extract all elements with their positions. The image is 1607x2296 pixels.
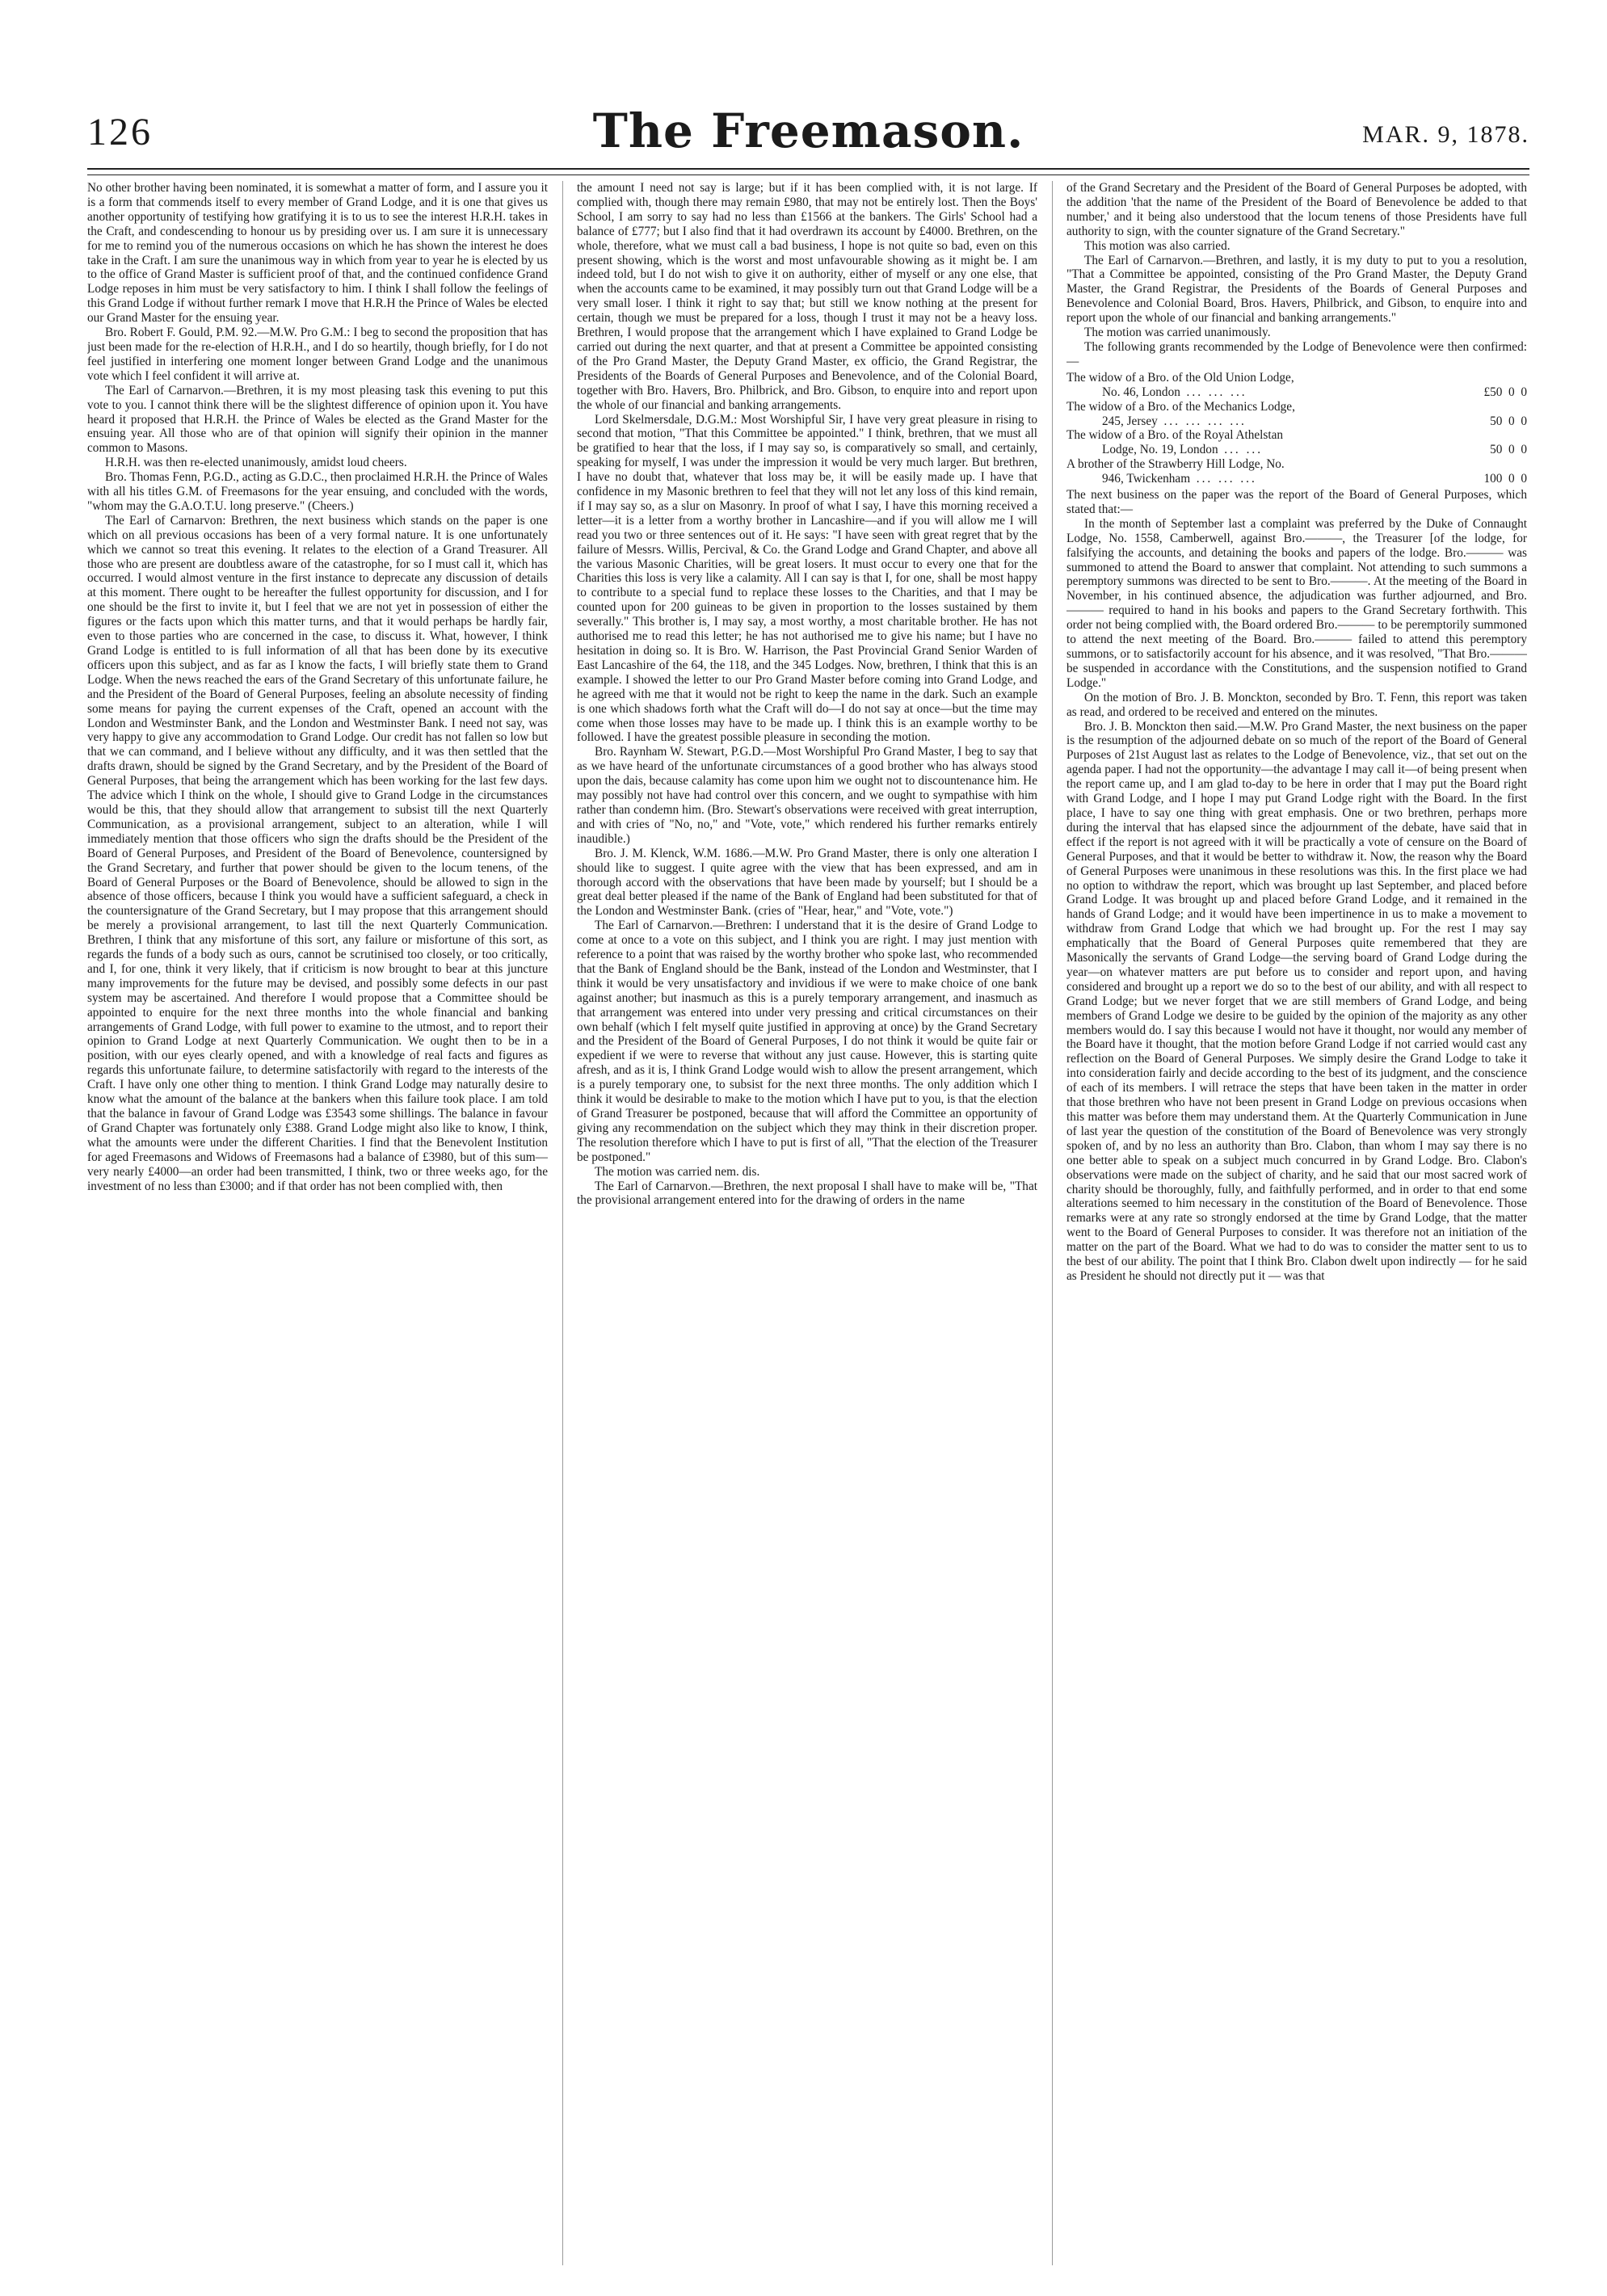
- grant-description: [1066, 400, 1432, 429]
- issue-date: MAR. 9, 1878.: [1362, 121, 1529, 148]
- column-2: [577, 181, 1037, 2265]
- paragraph: Bro. Robert F. Gould, P.M. 92.—M.W. Pro G.M.: I beg to second the proposition that has just been made for the re-election of H.R.H., and I do so heartily, though briefly, for I do not feel justified in interfering one moment longer between Grand Lodge and the unanimous vote which I feel confident it will arrive at.: [87, 326, 548, 383]
- grant-line: [1066, 443, 1432, 457]
- grant-line: A brother of the Strawberry Hill Lodge, No.: [1066, 457, 1285, 472]
- paragraph: On the motion of Bro. J. B. Monckton, seconded by Bro. T. Fenn, this report was taken as read, and ordered to be received and entered on the minutes.: [1066, 690, 1527, 719]
- paragraph: The following grants recommended by the Lodge of Benevolence were then confirmed:—: [1066, 339, 1527, 368]
- grant-amount: 50 0 0: [1490, 414, 1527, 428]
- paragraph: Bro. J. B. Monckton then said.—M.W. Pro Grand Master, the next business on the paper is the resumption of the adjourned debate on so much of the report of the Board of General Purposes of 21st August last as relates to the Lodge of Benevolence, viz., that set out on the agenda paper. I had not the opportunity—the advantage I may call it—of being present when the report came up, and I am glad to-day to be here in order that I may put the Board right with Grand Lodge, and I hope I may put Grand Lodge right with the Board. In the first place, I have to say one thing with great emphasis. One or two brethren, perhaps more during the interval that has elapsed since the adjournment of the debate, have said that in effect if the report is not agreed with it will be practically a vote of censure on the Board of General Purposes, and that it would be better to withdraw it. Now, the reason why the Board of General Purposes were unanimous in these resolutions was this. In the first place we had no option to withdraw the report, which was brought up last September, and placed before Grand Lodge. It was brought up and placed before Grand Lodge, and it remained in the hands of Grand Lodge; and it would have been impertinence in us to make a movement to withdraw from Grand Lodge that which we had brought up. For the rest I may say emphatically that the Board of General Purposes quite remembered that they are Masonically the servants of Grand Lodge—the serving board of Grand Lodge during the year—on whatever matters are put before us to consider and report upon, and having considered and brought up a report we do so to the best of our ability, and with all respect to Grand Lodge; but we never forget that we are still members of Grand Lodge, and being members of Grand Lodge we desire to be guided by the opinion of the majority as any other members would do. I say this because I would not have it thought, nor would any member of the Board have it thought, that the motion before Grand Lodge if not carried would cast any reflection on the Board of General Purposes. We simply desire the Grand Lodge to take it into consideration fairly and decide according to the best of its judgment, and the conscience of each of its members. I will retrace the steps that have been taken in the matter in order that those brethren who have not been present in Grand Lodge on previous occasions when this matter was before them may understand them. At the Quarterly Communication in June of last year the question of the constitution of the Board of Benevolence was very strongly spoken of, and by no less an authority than Bro. Clabon, than whom I may say there is no one better able to speak on a subject much concurred in by Grand Lodge. Bro. Clabon's observations were made on the subject of charity, and he said that our most sacred work of charity should be thoroughly, fully, and faithfully performed, and in order to that end some alterations seemed to him necessary in the constitution of the Board of Benevolence. Those remarks were at any rate so strongly endorsed at the time by Grand Lodge, that the matter went to the Board of General Purposes to consider. It was therefore not an initiation of the matter on the part of the Board. What we had to do was to consider the matter sent to us to the best of our ability. The point that I think Bro. Clabon dwelt upon indirectly — for he said as President he should not directly put it — was that: [1066, 719, 1527, 1283]
- grant-leader-dots: ... ...: [1224, 443, 1264, 457]
- paragraph: H.R.H. was then re-elected unanimously, amidst loud cheers.: [105, 456, 407, 470]
- grant-place: Lodge, No. 19, London: [1102, 443, 1218, 457]
- paragraph: Bro. Thomas Fenn, P.G.D., acting as G.D.C., then proclaimed H.R.H. the Prince of Wales with all his titles G.M. of Freemasons for the year ensuing, and concluded with the words, "whom may the G.A.O.T.U. long preserve." (Cheers.): [87, 470, 548, 513]
- grant-line: [1066, 414, 1432, 429]
- paragraph: In the month of September last a complaint was preferred by the Duke of Connaught Lodge, No. 1558, Camberwell, against Bro.———, the Treasurer [of the lodge, for falsifying the accounts, and detaining the books and papers of the lodge. Bro.——— was summoned to attend the Board to answer that complaint. Not attending to such summons a peremptory summons was directed to be sent to Bro.———. At the meeting of the Board in November, in his continued absence, the adjudication was further adjourned, and Bro.——— required to hand in his books and papers to the Grand Secretary forthwith. This order not being complied with, the Board ordered Bro.——— to be peremptorily summoned to attend the next meeting of the Board. Bro.——— failed to attend this peremptory summons, or to satisfactorily account for his absence, and it was resolved, "That Bro.——— be suspended in accordance with the Constitutions, and the suspension notified to Grand Lodge.": [1066, 516, 1527, 690]
- paragraph: The motion was carried unanimously.: [1084, 326, 1271, 340]
- paragraph: No other brother having been nominated, it is somewhat a matter of form, and I assure you it is a form that commends itself to every member of Grand Lodge, and it is one that gives us another opportunity of testifying how gratifying it is to us to see the interest H.R.H. takes in the Craft, and condescending to honour us by presiding over us. I am sure it is unnecessary for me to remind you of the numerous occasions on which he has shown the interest he does take in the Craft. I am sure the unanimous way in which from year to year he is elected by us to the office of Grand Master is sufficient proof of that, and the continued confidence Grand Lodge reposes in him must be very satisfactory to him. I think I shall follow the feelings of this Grand Lodge if without further remark I move that H.R.H the Prince of Wales be elected our Grand Master for the ensuing year.: [87, 181, 548, 326]
- header-rule: [87, 168, 1529, 170]
- grants-list: [1066, 371, 1527, 486]
- paragraph: of the Grand Secretary and the President of the Board of General Purposes be adopted, with the addition 'that the name of the President of the Board of Benevolence be added to that number,' and it being also understood that the locum tenens of those Presidents have full authority to sign, with the counter signature of the Grand Secretary.": [1066, 181, 1527, 238]
- grant-description: [1066, 371, 1432, 400]
- grant-amount: £50 0 0: [1483, 385, 1527, 399]
- paragraph: Bro. J. M. Klenck, W.M. 1686.—M.W. Pro Grand Master, there is only one alteration I should like to suggest. I quite agree with the view that has been expressed, and am in thorough accord with the observations that have been made by yourself; but I should be a great deal better pleased if the name of the Bank of England had been substituted for that of the London and Westminster Bank. (cries of "Hear, hear," and "Vote, vote."): [577, 846, 1037, 919]
- grant-line: [1066, 385, 1432, 400]
- grant-item: [1066, 371, 1527, 400]
- paragraph: The Earl of Carnarvon.—Brethren, the next proposal I shall have to make will be, "That the provisional arrangement entered into for the drawing of orders in the name: [577, 1179, 1037, 1208]
- paragraph: The Earl of Carnarvon.—Brethren, it is my most pleasing task this evening to put this vote to you. I cannot think there will be the slightest difference of opinion upon it. You have heard it proposed that H.R.H. the Prince of Wales be elected as the Grand Master for the ensuing year. All those who are of that opinion will signify their opinion in the manner common to Masons.: [87, 383, 548, 456]
- grant-leader-dots: ... ... ...: [1186, 385, 1247, 399]
- grant-item: [1066, 400, 1527, 429]
- grant-place: No. 46, London: [1102, 385, 1180, 399]
- paragraph: The Earl of Carnarvon.—Brethren: I understand that it is the desire of Grand Lodge to come at once to a vote on this subject, and I think you are right. I may just mention with reference to a point that was raised by the worthy brother who spoke last, who recommended that the Bank of England should be the Bank, instead of the London and Westminster, that I think it would be very unsatisfactory and invidious if we were to make choice of one bank against another; but inasmuch as this is a purely temporary arrangement, and inasmuch as that arrangement was entered into under very pressing and critical circumstances on their own behalf (which I felt myself quite justified in approving at once) by the Grand Secretary and the President of the Board of General Purposes, I do not think it would be quite fair or expedient if we were to reverse that without any just cause. However, this is starting quite afresh, and as it is, I think Grand Lodge would wish to allow the present arrangement, which is a purely temporary one, to subsist for the next three months. The only addition which I think it would be desirable to make to the motion which I have put to you, is that the election of Grand Treasurer be postponed, because that will afford the Committee an opportunity of giving any recommendation on the subject which they may think in their discretion proper. The resolution therefore which I have to put is first of all, "That the election of the Treasurer be postponed.": [577, 919, 1037, 1164]
- paragraph: The motion was carried nem. dis.: [595, 1164, 760, 1179]
- newspaper-title: The Freemason.: [592, 103, 1024, 158]
- column-1: [87, 181, 548, 2265]
- paragraph: the amount I need not say is large; but if it has been complied with, it is not large. If complied with, though there may remain £980, that may not be entirely lost. Then the Boys' School, I am sorry to say had no less than £1566 at the bankers. The Girls' School had a balance of £777; but I also find that it had overdrawn its account by £4000. Brethren, on the whole, therefore, what we must call a bad business, I hope is not quite so bad, even on this present showing, which is the worst and most unfavourable showing as it might be. I am indeed told, but I do not wish to give it on authority, either of myself or any one else, that when the accounts came to be examined, it may possibly turn out that Grand Lodge will be a very small loser. I think it right to say that; but still we know nothing at the present for certain, though we must be prepared for a loss, though I trust it may not be a heavy loss. Brethren, I would propose that the arrangement which I have explained to Grand Lodge be carried out during the next quarter, and that at present a Committee be appointed consisting of the Pro Grand Master, the Deputy Grand Master, ex officio, the Grand Registrar, the Presidents of the Boards of General Purposes and Benevolence, and of the Colonial Board, together with Bro. Havers, Bro. Philbrick, and Bro. Gibson, to enquire into and report upon the whole of our financial and banking arrangements.: [577, 181, 1037, 412]
- grant-leader-dots: ... ... ...: [1196, 472, 1257, 486]
- grant-leader-dots: ... ... ... ...: [1163, 414, 1247, 428]
- grant-line: The widow of a Bro. of the Royal Athelstan: [1066, 428, 1284, 443]
- grant-item: [1066, 428, 1527, 457]
- grant-description: [1066, 428, 1432, 457]
- article-columns: [87, 181, 1529, 2265]
- grant-line: The widow of a Bro. of the Old Union Lodge,: [1066, 370, 1294, 385]
- grant-place: 245, Jersey: [1102, 414, 1158, 428]
- grant-line: The widow of a Bro. of the Mechanics Lodge,: [1066, 399, 1295, 414]
- page-number: 126: [87, 111, 153, 153]
- paragraph: Bro. Raynham W. Stewart, P.G.D.—Most Worshipful Pro Grand Master, I beg to say that as we have heard of the unfortunate circumstances of a good brother who has always stood upon the dais, because calamity has come upon him we ought not to discountenance him. He may possibly not have had control over this concern, and we ought to sympathise with him rather than condemn him. (Bro. Stewart's observations were received with great interruption, and with cries of "No, no," and "Vote, vote," which rendered his further remarks entirely inaudible.): [577, 745, 1037, 846]
- grant-item: [1066, 457, 1527, 486]
- grant-line: [1066, 472, 1432, 486]
- masthead: [87, 103, 1529, 166]
- paragraph: This motion was also carried.: [1084, 238, 1230, 253]
- paragraph: The Earl of Carnarvon.—Brethren, and lastly, it is my duty to put to you a resolution, "That a Committee be appointed, consisting of the Pro Grand Master, the Deputy Grand Master, the Grand Registrar, the Presidents of the Boards of General Purposes and Benevolence and Colonial Board, Bros. Havers, Philbrick, and Gibson, to enquire into and report upon the whole of our financial and banking arrangements.": [1066, 253, 1527, 326]
- paragraph: The next business on the paper was the report of the Board of General Purposes, which stated that:—: [1066, 488, 1527, 516]
- grant-description: [1066, 457, 1432, 486]
- grant-place: 946, Twickenham: [1102, 472, 1191, 486]
- grant-amount: 100 0 0: [1483, 472, 1527, 486]
- column-3: [1066, 181, 1527, 2265]
- grant-amount: 50 0 0: [1490, 443, 1527, 457]
- paragraph: Lord Skelmersdale, D.G.M.: Most Worshipful Sir, I have very great pleasure in rising to second that motion, "That this Committee be appointed." I think, brethren, that we must all be gratified to hear that the loss, if I may say so, is comparatively so small, and certainly, speaking for myself, I was under the impression it would be very much larger. But brethren, I have no doubt that, whatever that loss may be, it will be easily made up. I have that confidence in my Masonic brethren to feel that they will not let any loss of this kind remain, if I may say so, as a slur on Masonry. In proof of what I say, I have this morning received a letter—it is a letter from a worthy brother in Lancashire—and if you will allow me I will read you two or three sentences out of it. He says: "I have seen with great regret that by the failure of Messrs. Willis, Percival, & Co. the Grand Lodge and Grand Chapter, and above all the various Masonic Charities, will be great losers. It must occur to every one that for the Charities this loss is very like a calamity. All I can say is that I, for one, shall be most happy to contribute to a special fund to replace these losses to the Charities, and that I may be counted upon for 200 guineas to be given in proportion to the losses sustained by them severally." This brother is, I may say, a most worthy, a most charitable brother. He has not authorised me to read this letter; he has not authorised me to give his name; but I have no hesitation in doing so. It is Bro. W. Harrison, the Past Provincial Grand Senior Warden of East Lancashire of the 64, the 118, and the 345 Lodges. Now, brethren, I think that this is an example. I showed the letter to our Pro Grand Master before coming into Grand Lodge, and he agreed with me that it would not be right to keep the name in the dark. Such an example is one which shadows forth what the Craft will do—I do not say at once—but the time may come when those losses may have to be made up. I think this is an example worthy to be followed. I have the greatest possible pleasure in seconding the motion.: [577, 412, 1037, 745]
- paragraph: The Earl of Carnarvon: Brethren, the next business which stands on the paper is one which on all previous occasions has been of a very formal nature. It is one unfortunately which we cannot so treat this evening. It relates to the election of a Grand Treasurer. All those who are present are doubtless aware of the catastrophe, for so I must call it, which has occurred. I would almost venture in the first instance to deprecate any discussion of details at this moment. There ought to be hereafter the fullest opportunity for discussion, and I for one should be the first to invite it, but I feel that we are not yet in possession of either the figures or the facts upon which this matter turns, and that it would perhaps be hardly fair, even to those parties who are concerned in the case, to discuss it. What, however, I think Grand Lodge is entitled to is full information of all that has been done by its executive officers upon this subject, and as far as I know the facts, I will briefly state them to Grand Lodge. When the news reached the ears of the Grand Secretary of this unfortunate failure, he and the President of the Board of General Purposes, feeling an absolute necessity of finding some means for paying the current expenses of the Craft, opened an account with the London and Westminster Bank, and the London and Westminster Bank. I need not say, was very happy to give any accommodation to Grand Lodge. Our credit has not fallen so low but that we can command, and I believe without any difficulty, and it was then settled that the drafts drawn, should be signed by the Grand Secretary, and by the President of the Board of General Purposes, that being the arrangement which has been working for the last few days. The advice which I think on the whole, I should give to Grand Lodge in the circumstances would be this, that they should allow that arrangement to subsist till the next Quarterly Communication, as a provisional arrangement, subject to an alteration, while I will immediately mention that those officers who sign the drafts should be the President of the Board of General Purposes, and President of the Board of Benevolence, countersigned by the Grand Secretary, and further that power should be given to the locum tenens, of the Board of General Purposes or the Board of Benevolence, should be allowed to sign in the absence of those officers, because I think you would have a sufficient safeguard, a check in the countersignature of the Grand Secretary, but I may propose that this arrangement should be merely a provisional arrangement, to last till the next Quarterly Communication. Brethren, I think that any misfortune of this sort, any failure or misfortune of this sort, as regards the funds of a body such as ours, cannot be scrutinised too closely, or too critically, and I, for one, think it very likely, that if criticism is now brought to bear at this juncture many improvements for the future may be devised, and possibly some defects in our past system may be ascertained. And therefore I would propose that a Committee should be appointed to enquire for the next three months into the whole financial and banking arrangements of Grand Lodge, with full power to examine to the utmost, and to report their opinion to Grand Lodge at next Quarterly Communication. We ought then to be in a position, with our eyes clearly opened, and with a knowledge of real facts and figures as regards this unfortunate failure, to determine satisfactorily with regard to the interests of the Craft. I have only one other thing to mention. I think Grand Lodge may naturally desire to know what the amount of the balance at the bankers when this failure took place. I am told that the balance in favour of Grand Lodge was £3543 some shillings. The balance in favour of Grand Chapter was fortunately only £388. Grand Lodge might also like to know, I think, what the amounts were under the different Charities. I find that the Benevolent Institution for aged Freemasons and Widows of Freemasons had a balance of £3980, but of this sum—very nearly £4000—an order had been transmitted, I think, two or three weeks ago, for the investment of no less than £3000; and if that order has not been complied with, then: [87, 513, 548, 1193]
